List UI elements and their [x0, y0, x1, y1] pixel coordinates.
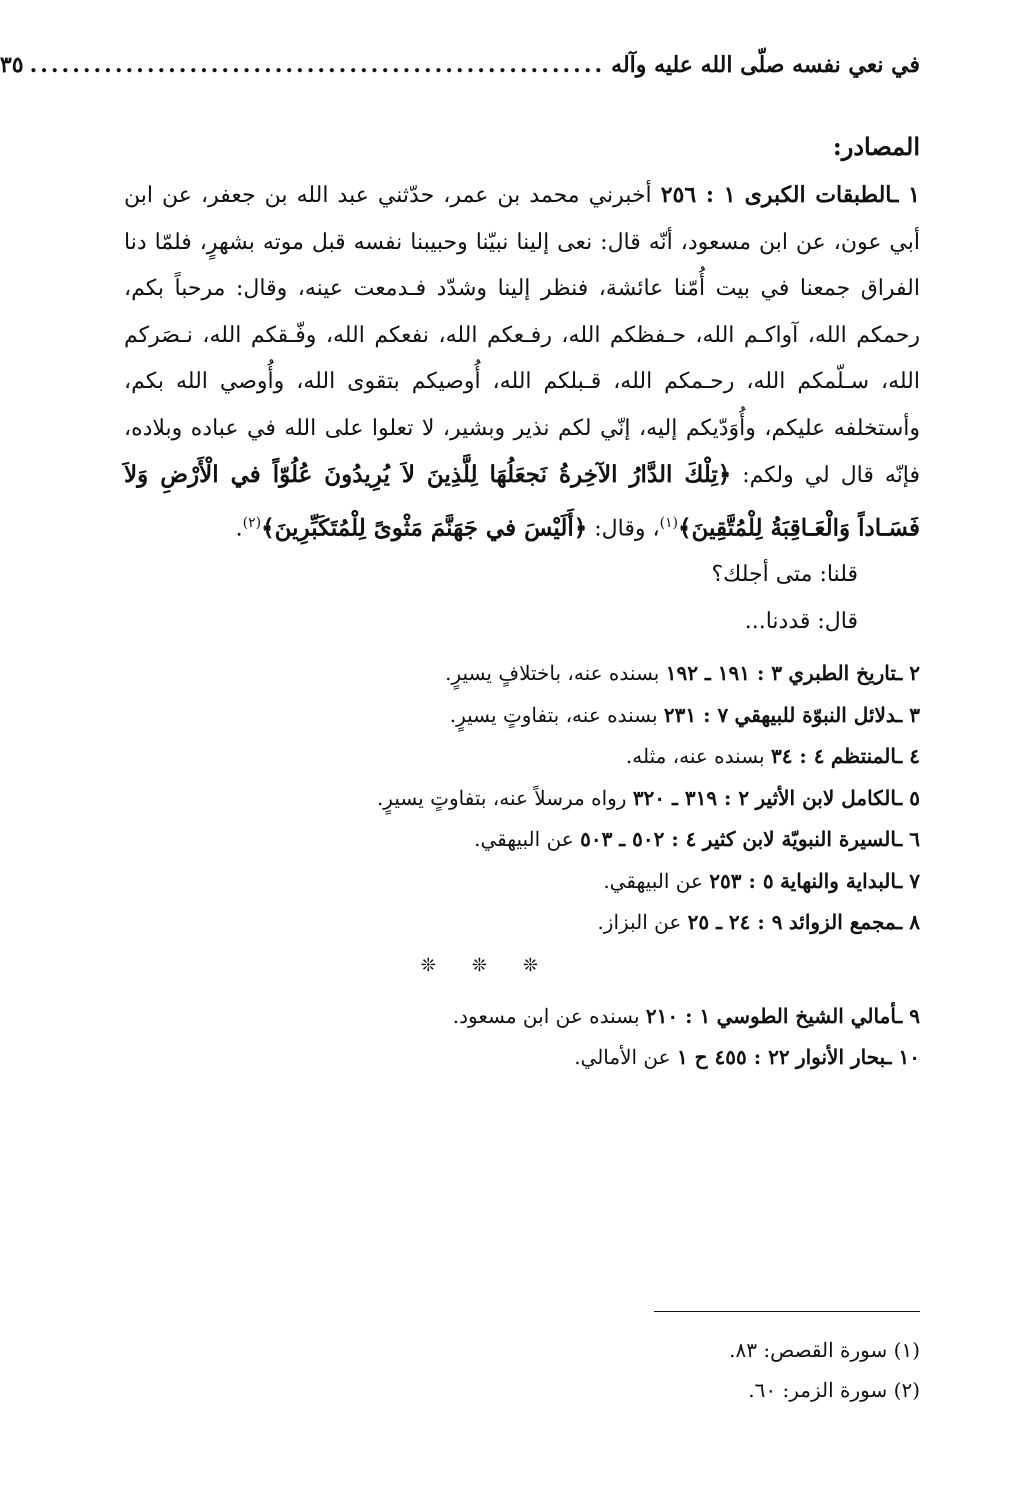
section-heading: المصادر:	[832, 132, 920, 161]
source-note: عن البزاز.	[597, 910, 688, 935]
section-separator-stars: ❊❊❊	[420, 954, 574, 976]
source-title: تاريخ الطبري	[788, 661, 897, 686]
source-title: بحار الأنوار	[795, 1045, 886, 1070]
source-entry-4	[124, 736, 920, 778]
source-note: عن الأمالي.	[574, 1045, 677, 1070]
source-title: المنتظم	[830, 744, 897, 769]
source-entry-1	[124, 172, 920, 552]
dialogue-line-2: قال: قددنا...	[744, 608, 858, 634]
footnote-divider	[654, 1311, 920, 1312]
source-ref: ٩ : ٢٤ ـ ٢٥	[687, 910, 783, 935]
source-ref: ٤ : ٣٤	[770, 744, 825, 769]
running-header	[0, 52, 920, 92]
footnotes	[124, 1330, 920, 1410]
source-ref: ٢ : ٣١٩ ـ ٣٢٠	[632, 785, 750, 810]
source-entry-2	[124, 653, 920, 695]
source-entry-10	[124, 1037, 920, 1079]
source-number: ١ ـ	[891, 182, 920, 208]
source-note: عن البيهقي.	[474, 827, 581, 852]
source-number: ٩ ـ	[896, 1003, 920, 1028]
source-note: بسنده عنه، مثله.	[625, 744, 771, 769]
narration-mid: ، وقال:	[587, 515, 660, 541]
source-number: ٨ ـ	[896, 910, 920, 935]
footnote-text: سورة القصص: ٨٣.	[729, 1338, 894, 1362]
footnote-marker: (١)	[893, 1338, 920, 1362]
source-title: السيرة النبويّة لابن كثير	[702, 827, 897, 852]
sources-list	[124, 653, 920, 944]
dialogue-line-1: قلنا: متى أجلك؟	[711, 562, 858, 588]
source-title: دلائل النبوّة للبيهقي	[734, 702, 897, 727]
source-number: ٢ ـ	[896, 661, 920, 686]
source-entry-3	[124, 695, 920, 737]
source-entry-5	[124, 778, 920, 820]
narration-end: .	[235, 515, 243, 541]
source-title: مجمع الزوائد	[788, 910, 897, 935]
source-entry-6	[124, 819, 920, 861]
source-entry-7	[124, 861, 920, 903]
source-ref: ٢٢ : ٤٥٥ ح ١	[676, 1045, 790, 1070]
footnote-1	[124, 1330, 920, 1370]
source-number: ٥ ـ	[896, 785, 920, 810]
narration-text: أخبرني محمد بن عمر، حدّثني عبد الله بن جعفر، عن ابن أبي عون، عن ابن مسعود، أنّه قال: نعى إلينا نبيّنا وحبيبنا نفسه قبل موته بشهرٍ، فلمّا دنا الفراق جمعنا في بيت أُمّنا عائشة، فنظر إلينا وشدّد فـدمعت عينه، وقال: مرحباً بكم، رحمكم الله، آواكـم الله، حـفظكم الله، رفـعكم الله، نفعكم الله، وفّـقكم الله، نـصَركم الله، سـلّمكم الله، رحـمكم الله، قـبلكم الله، أُوصيكم بتقوى الله، وأُوصي الله بكم، وأستخلفه عليكم، وأُوَدّيكم إليه، إنّي لكم نذير وبشير، لا تعلوا على الله في عباده وبلاده، فإنّه قال لي ولكم:	[124, 183, 920, 488]
source-note: بسنده عنه، بتفاوتٍ يسيرٍ.	[449, 702, 664, 727]
quran-verse-1: ﴿تِلْكَ الدَّارُ الآخِرةُ نَجعَلُهَا لِلَّذِينَ لاَ يُرِيدُونَ عُلُوّاً في الْأَرْضِ وَلاَ فَسَـاداً وَالْعَـاقِبَةُ لِلْمُتَّقِينَ﴾	[124, 461, 920, 541]
source-ref: ١ : ٢٥٦	[660, 182, 736, 208]
footnote-2	[124, 1370, 920, 1410]
source-entry-9	[124, 996, 920, 1038]
footnote-marker: (٢)	[893, 1378, 920, 1402]
source-ref: ١ : ٢١٠	[645, 1003, 711, 1028]
source-number: ٦ ـ	[896, 827, 920, 852]
source-note: بسنده عنه، باختلافٍ يسيرٍ.	[445, 661, 666, 686]
source-note: رواه مرسلاً عنه، بتفاوتٍ يسيرٍ.	[376, 785, 633, 810]
source-entry-8	[124, 902, 920, 944]
main-content	[124, 128, 920, 1079]
footnote-marker-1: (١)	[659, 514, 679, 531]
source-title: البداية والنهاية	[779, 868, 897, 893]
source-note: عن البيهقي.	[603, 868, 710, 893]
source-ref: ٧ : ٢٣١	[663, 702, 729, 727]
source-title: الطبقات الكبرى	[744, 182, 892, 208]
header-leader-dots: ......................................................	[29, 52, 606, 78]
page-number: ٣٥	[0, 52, 24, 78]
sources-list-after	[124, 996, 920, 1079]
source-note: بسنده عن ابن مسعود.	[452, 1003, 646, 1028]
source-ref: ٥ : ٢٥٣	[709, 868, 774, 893]
source-number: ٤ ـ	[896, 744, 920, 769]
source-ref: ٤ : ٥٠٢ ـ ٥٠٣	[580, 827, 697, 852]
footnote-marker-2: (٢)	[242, 514, 262, 531]
source-ref: ٣ : ١٩١ ـ ١٩٢	[665, 661, 783, 686]
source-title: الكامل لابن الأثير	[755, 785, 897, 810]
header-title: في نعي نفسه صلّى الله عليه وآله	[611, 52, 920, 78]
source-number: ١٠ ـ	[885, 1045, 920, 1070]
quran-verse-2: ﴿أَلَيْسَ في جَهَنَّمَ مَثْوىً لِلْمُتَكَبِّرِينَ﴾	[261, 513, 588, 541]
footnote-text: سورة الزمر: ٦٠.	[748, 1378, 894, 1402]
source-number: ٣ ـ	[896, 702, 920, 727]
source-number: ٧ ـ	[896, 868, 920, 893]
source-title: أمالي الشيخ الطوسي	[716, 1003, 897, 1028]
